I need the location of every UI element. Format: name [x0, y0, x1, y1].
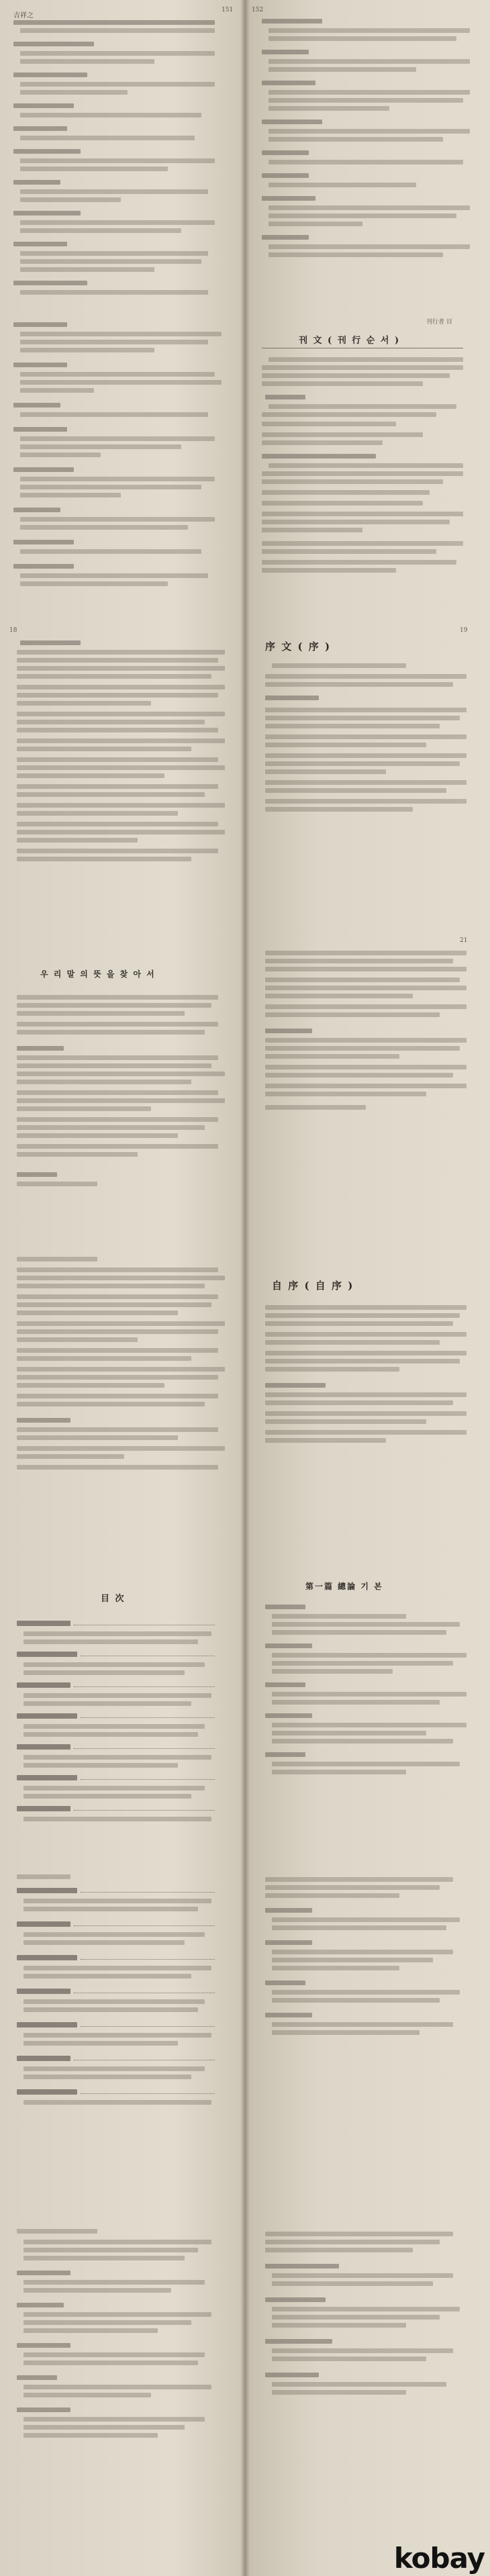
page-number: 21: [460, 937, 468, 944]
page-right: [245, 310, 490, 620]
chapter-title: 第一篇 總論 기 본: [305, 1582, 383, 1591]
page-left: [0, 931, 245, 1241]
page-number: 151: [222, 7, 234, 13]
page-left: [0, 620, 245, 931]
book-gutter: [240, 1861, 250, 2215]
page-right: [245, 1241, 490, 1551]
toc-title: 目 次: [101, 1594, 126, 1604]
page-left: [0, 1241, 245, 1551]
book-gutter: [240, 931, 250, 1241]
page-number: 18: [9, 627, 17, 634]
page-number: 19: [460, 627, 468, 634]
spread-7: [0, 1861, 490, 2215]
page-right: [245, 1551, 490, 1861]
book-gutter: [240, 1241, 250, 1551]
section-title: 刊 文 ( 刊 行 순 서 ): [299, 336, 401, 346]
spread-5: [0, 1241, 490, 1551]
entry-heading: 吉祥之: [13, 12, 34, 19]
book-gutter: [240, 2215, 250, 2576]
spread-4: [0, 931, 490, 1241]
page-right: [245, 931, 490, 1241]
page-left: [0, 1551, 245, 1861]
running-header: 刊行者 目: [426, 319, 452, 326]
page-right: [245, 2215, 490, 2576]
section-title: 우 리 말 의 뜻 을 찾 아 서: [40, 969, 156, 979]
page-left: [0, 1861, 245, 2215]
page-left: [0, 2215, 245, 2576]
spread-2: [0, 310, 490, 620]
spread-8: [0, 2215, 490, 2576]
book-gutter: [240, 1551, 250, 1861]
page-right: [245, 0, 490, 310]
book-gutter: [240, 310, 250, 620]
page-right: [245, 620, 490, 931]
page-left: [0, 310, 245, 620]
watermark-logo: kobay: [393, 2542, 485, 2575]
book-gutter: [240, 620, 250, 931]
page-right: [245, 1861, 490, 2215]
spread-6: [0, 1551, 490, 1861]
section-title: 序 文 ( 序 ): [265, 640, 332, 653]
section-title: 自 序 ( 自 序 ): [272, 1280, 354, 1292]
page-left: [0, 0, 245, 310]
book-gutter: [240, 0, 250, 310]
spread-1: [0, 0, 490, 310]
spread-3: [0, 620, 490, 931]
page-number: 152: [252, 7, 264, 13]
